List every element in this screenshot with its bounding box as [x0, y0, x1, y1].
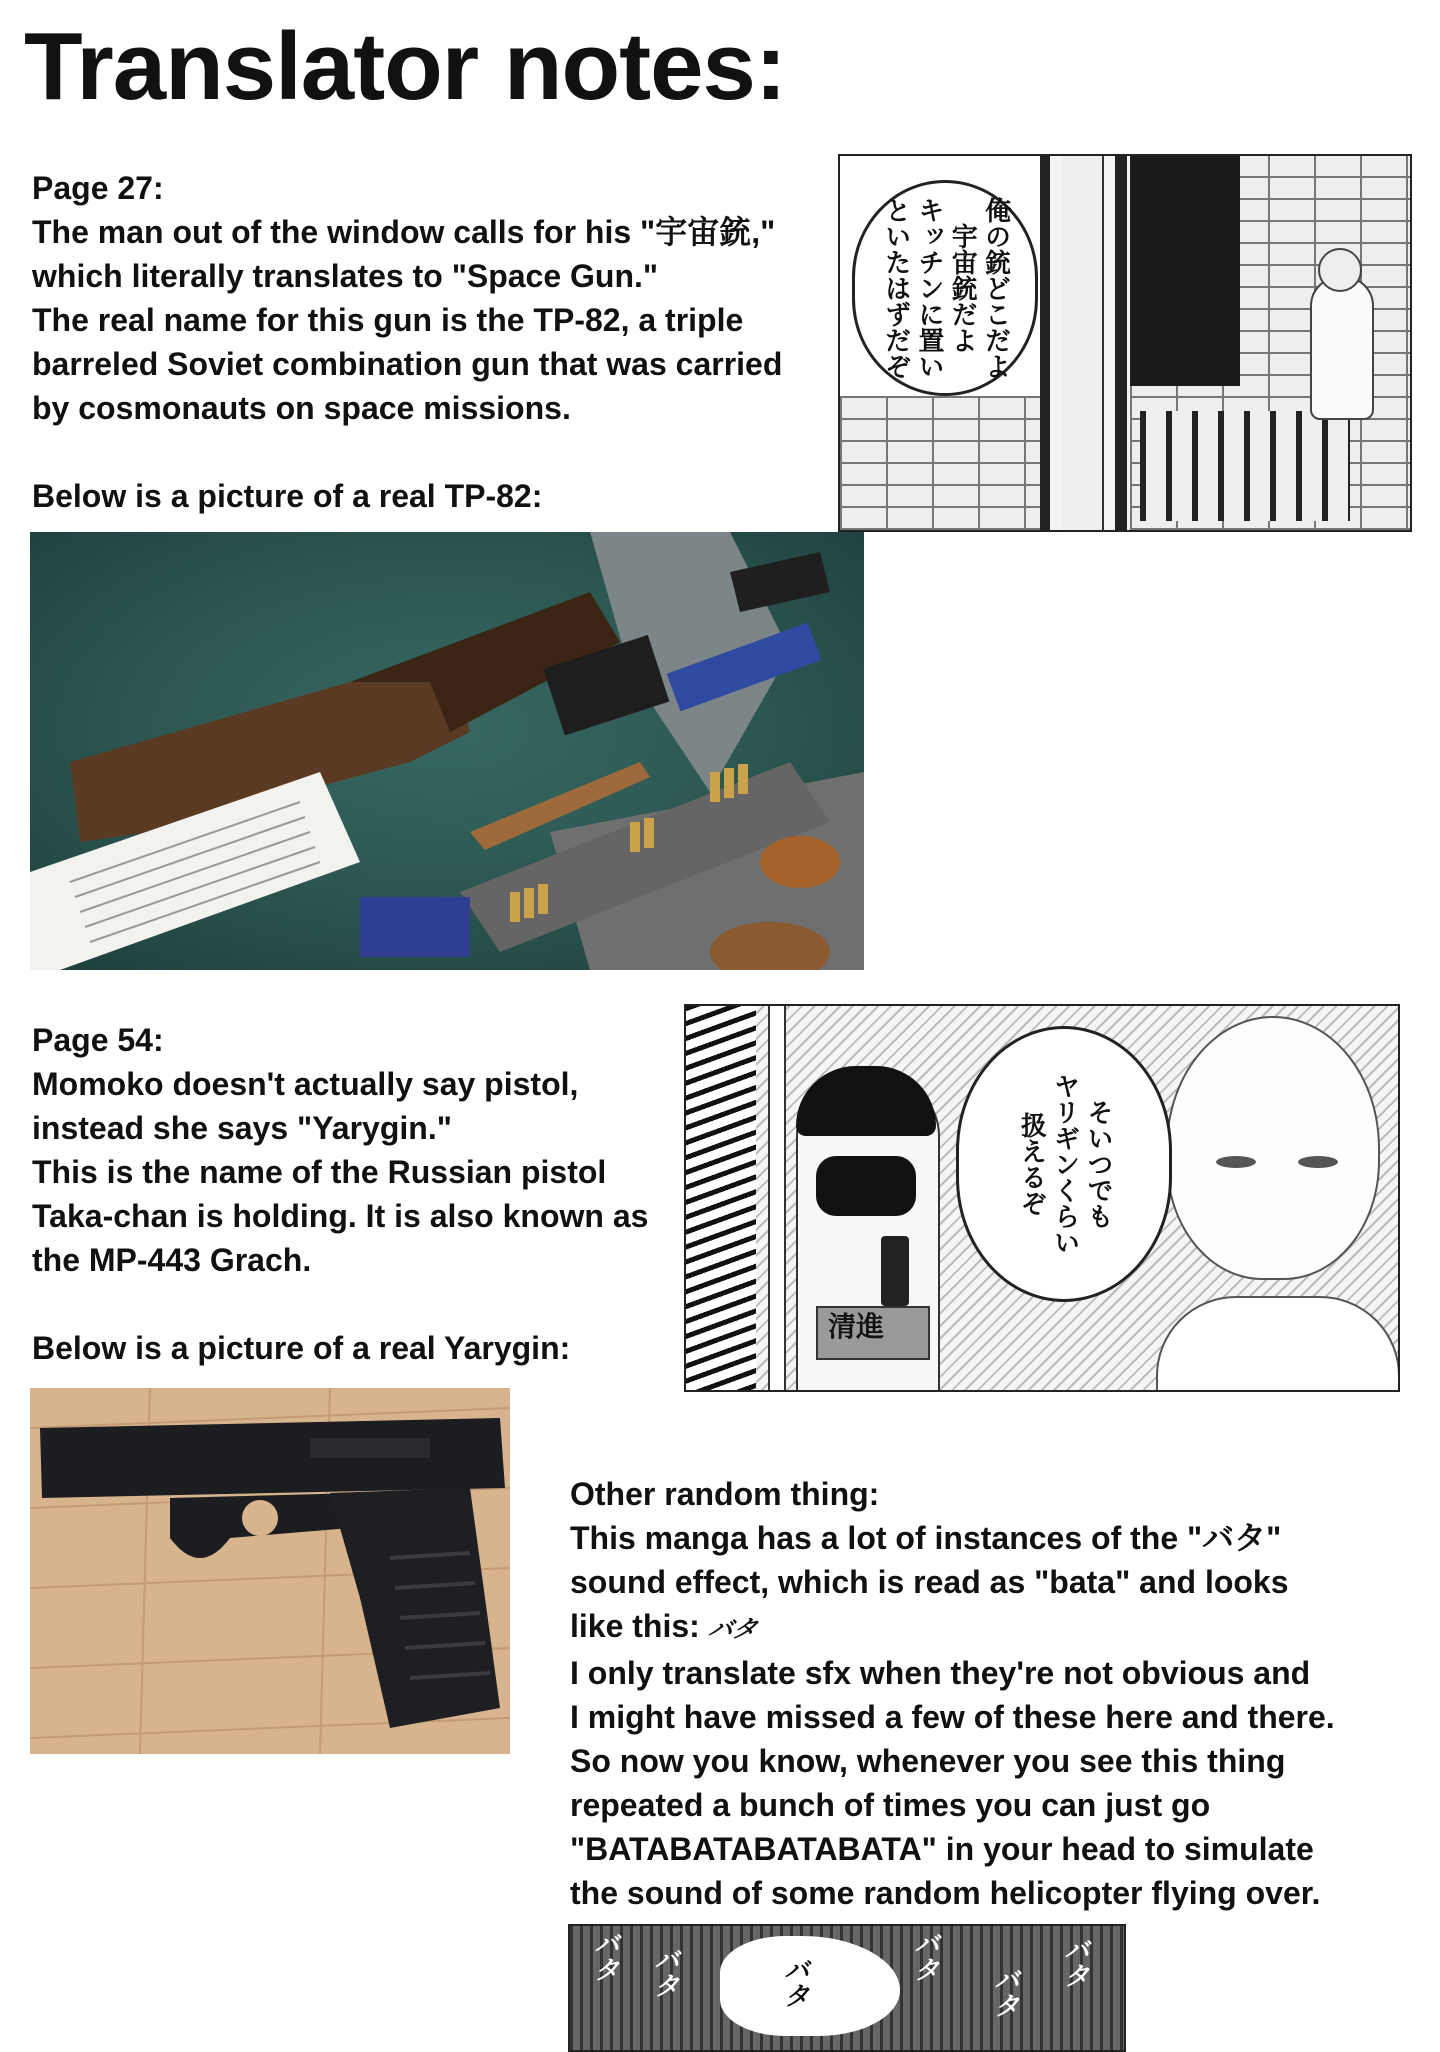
note-line: repeated a bunch of times you can just go [570, 1787, 1211, 1823]
manga-panel-page-27 [838, 154, 1412, 532]
railing-illustration [1140, 411, 1350, 521]
note-line-text: like this: [570, 1608, 700, 1644]
bata-sfx: バタ [989, 1966, 1020, 2018]
girl-figure-illustration [1310, 276, 1374, 420]
note-line: Taka-chan is holding. It is also known as [32, 1198, 649, 1234]
cloud-illustration [720, 1936, 900, 2036]
note-other [570, 1472, 1430, 1915]
bata-sfx: バタ [589, 1930, 620, 1982]
note-line: barreled Soviet combination gun that was carried [32, 346, 783, 382]
blonde-girl-face-illustration [1166, 1016, 1380, 1280]
manga-panel-page-54 [684, 1004, 1400, 1392]
note-heading: Other random thing: [570, 1476, 880, 1512]
note-page-27 [32, 166, 832, 518]
note-line: Below is a picture of a real Yarygin: [32, 1330, 571, 1366]
bata-sfx: バタ [779, 1956, 810, 2008]
face-mask-illustration [816, 1156, 916, 1216]
uniform-illustration [1156, 1296, 1400, 1392]
note-line: the sound of some random helicopter flying over. [570, 1875, 1321, 1911]
note-page-54 [32, 1018, 692, 1370]
note-line: Below is a picture of a real TP-82: [32, 478, 543, 514]
foliage-illustration [686, 1006, 756, 1390]
note-heading: Page 27: [32, 170, 164, 206]
note-line: Momoko doesn't actually say pistol, [32, 1066, 579, 1102]
note-line: So now you know, whenever you see this thing [570, 1743, 1286, 1779]
speech-text: ヤリギンくらい [1049, 1073, 1080, 1255]
speech-text: 俺の銃どこだよ [980, 197, 1011, 379]
speech-text: 宇宙銃だよ [947, 223, 978, 353]
window-illustration [1130, 156, 1240, 386]
bata-sfx: バタ [1059, 1936, 1090, 1988]
tp82-photo [30, 532, 864, 970]
page-title: Translator notes: [24, 13, 786, 120]
vest-text: 清進 [828, 1310, 885, 1343]
speech-text: キッチンに置い [914, 197, 944, 379]
speech-text: 扱えるぞ [1016, 1112, 1047, 1216]
girl-head-illustration [1318, 248, 1362, 292]
manga-panel-bata [568, 1924, 1126, 2052]
speech-text: そいつでも [1082, 1099, 1113, 1229]
note-line: sound effect, which is read as "bata" and looks [570, 1564, 1289, 1600]
note-line: which literally translates to "Space Gun." [32, 258, 659, 294]
note-line: I only translate sfx when they're not obvious and [570, 1655, 1311, 1691]
note-line: by cosmonauts on space missions. [32, 390, 571, 426]
note-line: I might have missed a few of these here and there. [570, 1699, 1335, 1735]
note-line [570, 1604, 1430, 1651]
tp82-photo-illustration [30, 532, 864, 970]
note-line: instead she says "Yarygin." [32, 1110, 452, 1146]
bata-sfx: バタ [909, 1930, 940, 1982]
brick-wall-illustration [840, 396, 1040, 530]
speech-bubble [956, 1026, 1172, 1302]
note-line: The real name for this gun is the TP-82, a triple [32, 302, 744, 338]
radio-illustration [881, 1236, 909, 1306]
note-line: This is the name of the Russian pistol [32, 1154, 607, 1190]
speech-bubble [852, 180, 1038, 396]
note-line: The man out of the window calls for his "宇宙銃," [32, 214, 776, 250]
note-line: the MP-443 Grach. [32, 1242, 312, 1278]
bata-sfx: バタ [649, 1946, 680, 1998]
note-line: This manga has a lot of instances of the "バタ" [570, 1520, 1282, 1556]
note-line: "BATABATABATABATA" in your head to simulate [570, 1831, 1314, 1867]
yarygin-photo [30, 1388, 510, 1754]
speech-text: といたはずだぞ [880, 197, 911, 379]
note-heading: Page 54: [32, 1022, 164, 1058]
bata-sfx-sample: バタ [705, 1615, 760, 1643]
yarygin-photo-illustration [30, 1388, 510, 1754]
